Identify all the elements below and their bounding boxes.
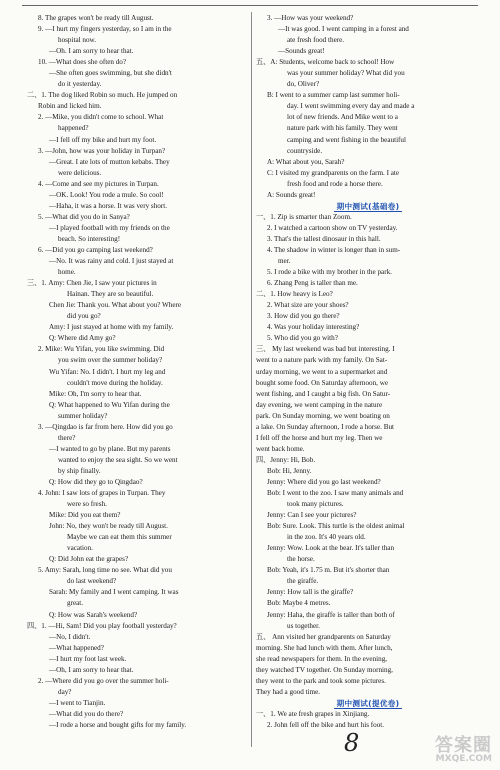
answer-line: —It was good. I went camping in a forest and	[278, 25, 409, 34]
answer-line: bought some food. On Saturday afternoon, we	[256, 378, 389, 387]
answer-line: went to a nature park with my family. On Sat-	[256, 356, 388, 365]
answer-line: went back home.	[256, 444, 305, 453]
answer-line: Robin and licked him.	[38, 102, 102, 111]
answer-line: she read newspapers for them. In the evening,	[256, 654, 388, 663]
answer-line: A: What about you, Sarah?	[267, 157, 345, 166]
answer-line: 2. —Where did you go over the summer holi-	[38, 676, 169, 685]
answer-line: nature park with his family. They went	[287, 124, 398, 133]
answer-line: I fell off the horse and hurt my leg. Then we	[256, 433, 383, 442]
answer-line: 5. —What did you do in Sanya?	[38, 212, 130, 221]
answer-line: 二、1. How heavy is Leo?	[256, 290, 333, 299]
answer-line: summer holiday?	[58, 411, 108, 420]
answer-line: —I hurt my foot last week.	[49, 654, 127, 663]
answer-line: Jenny: Haha, the giraffe is taller than both of	[267, 610, 395, 619]
answer-line: Jenny: How tall is the giraffe?	[267, 588, 354, 597]
answer-line: 6. Zhang Peng is taller than me.	[267, 279, 358, 288]
answer-line: 2. I watched a cartoon show on TV yesterday.	[267, 223, 398, 232]
answer-line: C: I visited my grandparents on the farm. I ate	[267, 168, 400, 177]
answer-line: was your summer holiday? What did you	[287, 69, 405, 78]
answer-line: 五、A: Students, welcome back to school! How	[256, 58, 395, 67]
answer-line: great.	[67, 599, 84, 608]
answer-line: they watched TV together. On Sunday morning,	[256, 665, 393, 674]
answer-line: couldn't move during the holiday.	[67, 378, 163, 387]
answer-line: Jenny: Can I see your pictures?	[267, 511, 357, 520]
answer-line: Q: How did they go to Qingdao?	[49, 477, 143, 486]
answer-line: Jenny: Where did you go last weekend?	[267, 477, 381, 486]
answer-line: They had a good time.	[256, 687, 321, 696]
answer-line: 3. How did you go there?	[267, 312, 340, 321]
answer-line: Mike: Did you eat them?	[49, 511, 121, 520]
answer-line: Sarah: My family and I went camping. It was	[49, 588, 179, 597]
section-banner-title: 期中测试(提优卷)	[334, 699, 403, 709]
answer-line: the horse.	[287, 555, 315, 564]
answer-line: 五、 Ann visited her grandparents on Saturday	[256, 632, 391, 641]
answer-line: Hainan. They are so beautiful.	[67, 290, 154, 299]
answer-line: went fishing, and I caught a big fish. On Satur-	[256, 389, 391, 398]
answer-line: 2. What size are your shoes?	[267, 301, 349, 310]
answer-line: Maybe we can eat them this summer	[67, 533, 172, 542]
answer-line: 4. —Come and see my pictures in Turpan.	[38, 179, 159, 188]
answer-line: you swim over the summer holiday?	[58, 356, 163, 365]
answer-line: —Oh. I am sorry to hear that.	[49, 47, 134, 56]
answer-line: 一、1. Zip is smarter than Zoom.	[256, 212, 352, 221]
answer-line: mer.	[278, 257, 291, 266]
answer-line: Mike: Oh, I'm sorry to hear that.	[49, 389, 142, 398]
answer-line: B: I went to a summer camp last summer holi-	[267, 91, 400, 100]
answer-line: 三、 My last weekend was bad but interesting. I	[256, 345, 395, 354]
section-banner	[256, 201, 480, 212]
answer-line: hospital now.	[58, 36, 97, 45]
answer-line: —I went to Tianjin.	[49, 698, 106, 707]
answer-line: Q: Did John eat the grapes?	[49, 555, 129, 564]
answer-line: day. I went swimming every day and made a	[287, 102, 415, 111]
answer-line: 一、1. We ate fresh grapes in Xinjiang.	[256, 709, 370, 718]
answer-line: do last weekend?	[67, 577, 117, 586]
answer-line: there?	[58, 433, 76, 442]
answer-line: 6. —Did you go camping last weekend?	[38, 245, 153, 254]
answer-line: 4. The shadow in winter is longer than in sum-	[267, 245, 401, 254]
answer-line: 5. Who did you go with?	[267, 334, 338, 343]
answer-line: 3. —How was your weekend?	[267, 14, 354, 22]
answer-line: park. On Sunday morning, we went boating on	[256, 411, 390, 420]
answer-line: day?	[58, 687, 72, 696]
answer-column-right	[256, 13, 480, 731]
answer-line: they went to the park and took some pictures.	[256, 676, 386, 685]
answer-line: vacation.	[67, 544, 93, 553]
answer-line: urday morning, we went to a supermarket and	[256, 367, 388, 376]
answer-line: Bob: Yeah, it's 1.75 m. But it's shorter than	[267, 566, 390, 575]
answer-line: day evening, we went camping in the nature	[256, 400, 383, 409]
answer-line: —OK. Look! You rode a mule. So cool!	[49, 190, 164, 199]
watermark-mark: 答案圈	[435, 735, 492, 756]
answer-line: 三、1. Amy: Chen Jie, I saw your pictures in	[27, 279, 157, 288]
answer-line: Q: Where did Amy go?	[49, 334, 116, 343]
answer-line: —Haha, it was a horse. It was very short.	[49, 201, 167, 210]
answer-line: Wu Yifan: No. I didn't. I hurt my leg and	[49, 367, 166, 376]
answer-line: 3. —John, how was your holiday in Turpan?	[38, 146, 166, 155]
answer-line: —I fell off my bike and hurt my foot.	[49, 135, 157, 144]
answer-line: lot of new friends. And Mike went to a	[287, 113, 398, 122]
answer-line: a lake. On Sunday afternoon, I rode a horse. But	[256, 422, 395, 431]
answer-line: ate fresh food there.	[287, 36, 345, 45]
section-banner-title: 期中测试(基础卷)	[334, 202, 403, 212]
answer-line: —Oh, I am sorry to hear that.	[49, 665, 134, 674]
answer-line: —Sounds great!	[278, 47, 325, 56]
answer-line: us together.	[287, 621, 320, 630]
answer-line: —I played football with my friends on the	[49, 223, 170, 232]
answer-line: happened?	[58, 124, 89, 133]
watermark-logo	[435, 737, 492, 764]
answer-line: do, Oliver?	[287, 80, 320, 89]
answer-line: John: No, they won't be ready till August.	[49, 522, 168, 531]
answer-line: 4. Was your holiday interesting?	[267, 323, 360, 332]
answer-line: the giraffe.	[287, 577, 319, 586]
answer-line: 2. John fell off the bike and hurt his foot.	[267, 721, 385, 729]
answer-line: Amy: I just stayed at home with my family.	[49, 323, 174, 332]
answer-column-left	[27, 13, 249, 731]
answer-line: 四、1. —Hi, Sam! Did you play football yesterday?	[27, 621, 177, 630]
answer-line: —Great. I ate lots of mutton kebabs. They	[49, 157, 170, 166]
answer-line: countryside.	[287, 146, 323, 155]
answer-line: Q: What happened to Wu Yifan during the	[49, 400, 170, 409]
answer-line: do it yesterday.	[58, 80, 102, 89]
answer-line: 2. Mike: Wu Yifan, you like swimming. Did	[38, 345, 165, 354]
answer-line: —No. It was rainy and cold. I just stayed at	[49, 257, 174, 266]
answer-line: 10. —What does she often do?	[38, 58, 127, 67]
answer-line: Bob: Maybe 4 metres.	[267, 599, 331, 608]
watermark-site: MXQE.COM	[435, 754, 492, 764]
answer-line: took many pictures.	[287, 500, 344, 509]
column-divider	[251, 12, 252, 747]
answer-line: in the zoo. It's 40 years old.	[287, 533, 366, 542]
answer-line: Chen Jie: Thank you. What about you? Where	[49, 301, 182, 310]
answer-line: 8. The grapes won't be ready till August.	[38, 14, 154, 22]
answer-line: Q: How was Sarah's weekend?	[49, 610, 138, 619]
answer-line: 3. —Qingdao is far from here. How did you go	[38, 422, 173, 431]
section-banner	[256, 698, 480, 709]
answer-line: 2. —Mike, you didn't come to school. What	[38, 113, 164, 122]
answer-line: 二、1. The dog liked Robin so much. He jumped on	[27, 91, 178, 100]
top-rule	[22, 5, 478, 6]
answer-line: —No, I didn't.	[49, 632, 91, 641]
answer-line: 5. Amy: Sarah, long time no see. What did you	[38, 566, 172, 575]
answer-line: —I wanted to go by plane. But my parents	[49, 444, 171, 453]
answer-line: 5. I rode a bike with my brother in the park.	[267, 268, 392, 277]
answer-line: A: Sounds great!	[267, 190, 316, 199]
answer-line: did you go?	[67, 312, 101, 321]
page-number: 8	[344, 729, 360, 757]
answer-line: 3. That's the tallest dinosaur in this hall.	[267, 234, 381, 243]
answer-line: camping and went fishing in the beautiful	[287, 135, 406, 144]
answer-line: fresh food and rode a horse there.	[287, 179, 383, 188]
answer-line: —What did you do there?	[49, 709, 124, 718]
answer-line: —What happened?	[49, 643, 104, 652]
answer-line: Jenny: Wow. Look at the bear. It's taller than	[267, 544, 395, 553]
answer-line: Bob: I went to the zoo. I saw many animals and	[267, 489, 404, 498]
answer-line: home.	[58, 268, 76, 277]
answer-line: —I rode a horse and bought gifts for my family.	[49, 721, 187, 729]
answer-line: 4. John: I saw lots of grapes in Turpan. They	[38, 489, 166, 498]
answer-line: 四、Jenny: Hi, Bob.	[256, 455, 316, 464]
answer-line: morning. She had lunch with them. After lunch,	[256, 643, 393, 652]
answer-line: —She often goes swimming, but she didn't	[49, 69, 172, 78]
answer-line: were so fresh.	[67, 500, 107, 509]
answer-line: by ship finally.	[58, 466, 101, 475]
answer-line: wanted to enjoy the sea sight. So we went	[58, 455, 178, 464]
answer-line: 9. —I hurt my fingers yesterday, so I am in the	[38, 25, 172, 34]
answer-line: Bob: Hi, Jenny.	[267, 466, 312, 475]
answer-line: were delicious.	[58, 168, 102, 177]
answer-line: Bob: Sure. Look. This turtle is the oldest animal	[267, 522, 405, 531]
answer-line: beach. So interesting!	[58, 234, 121, 243]
